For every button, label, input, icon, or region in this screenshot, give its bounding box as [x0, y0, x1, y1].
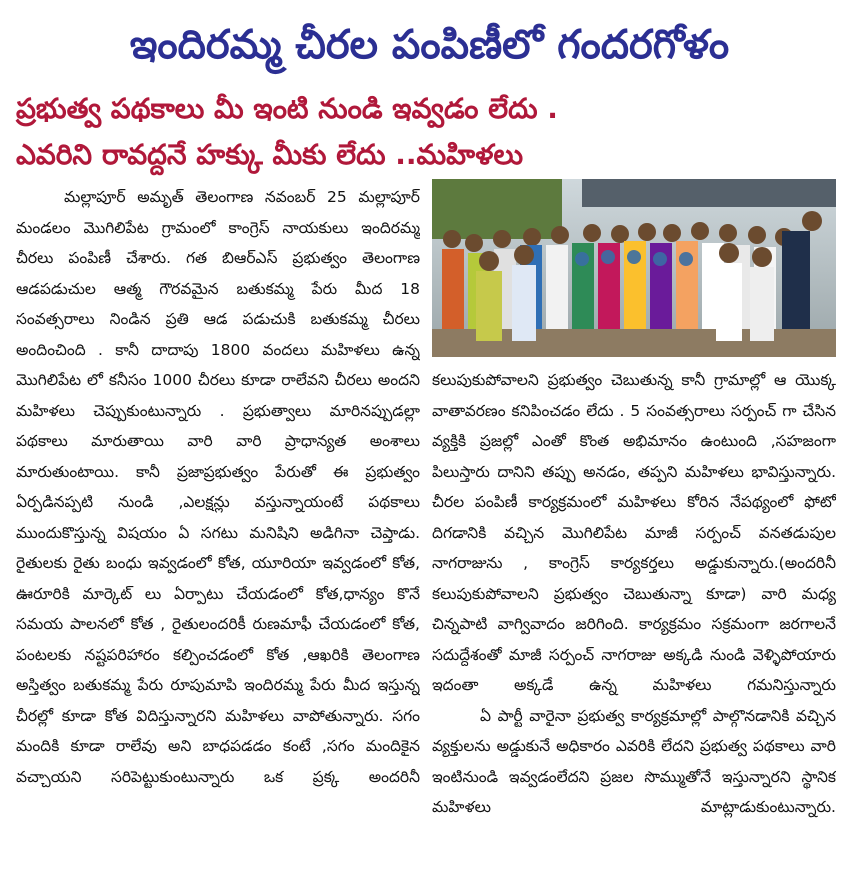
left-column-text: మల్లాపూర్ అమృత్ తెలంగాణ నవంబర్ 25 మల్లాపూర్ మండలం మొగిలిపేట గ్రామంలో కాంగ్రెస్ నాయకులు ఇందిరమ్మ చీరలు పంపిణీ చేశారు. గత బిఆర్ఎస్ ప్రభుత్వం తెలంగాణ ఆడపడుచుల ఆత్మ గౌరవమైన బతుకమ్మ పేరు మీద 18 సంవత్సరాలు నిండిన ప్రతి ఆడ పడుచుకి బతుకమ్మ చీరలు అందించింది . కానీ దాదాపు 1800 వందలు మహిళలు ఉన్న మొగిలిపేట లో కనీసం 1000 చీరలు కూడా రాలేవని చీరలు అందని మహిళలు చెప్పుకుంటున్నారు . ప్రభుత్వాలు మారినప్పుడల్లా పథకాలు మారుతాయి వారి వారి ప్రాధాన్యత అంశాలు మారుతుంటాయి. కానీ ప్రజాప్రభుత్వం పేరుతో ఈ ప్రభుత్వం ఏర్పడినప్పటి నుండి ,ఎలక్షన్లు వస్తున్నాయంటే పథకాలు ముందుకొస్తున్న విషయం ఏ సగటు మనిషిని అడిగినా చెప్తాడు. రైతులకు రైతు బంధు ఇవ్వడంలో కోత, యూరియా ఇవ్వడంలో కోత, ఊరూరికి మార్కెట్ లు ఏర్పాటు చేయడంలో కోత,ధాన్యం కొనే సమయ పాలనలో కోత , రైతులందరికీ రుణమాఫీ చేయడంలో కోత, పంటలకు నష్టపరిహారం కల్పించడంలో కోత ,ఆఖరికి తెలంగాణ అస్తిత్వం బతుకమ్మ పేరు రూపుమాపి ఇందిరమ్మ పేరు మీద ఇస్తున్న చీరల్లో కూడా కోత విదిస్తున్నారని మహిళలు వాపోతున్నారు. సగం మందికి కూడా రాలేవు అని బాధపడడం కంటే ,సగం మందికైన వచ్చాయని సరిపెట్టుకుంటున్నారు ఒక ప్రక్క అందరినీ: [16, 188, 420, 786]
headline: ఇందిరమ్మ చీరల పంపిణీలో గందరగోళం: [129, 22, 730, 68]
right-column-text-2: ఏ పార్టీ వారైనా ప్రభుత్వ కార్యక్రమాల్లో పాల్గొనడానికి వచ్చిన వ్యక్తులను అడ్డుకునే అధికారం ఎవరికి లేదని ప్రభుత్వ పథకాలు వారి ఇంటినుండి ఇవ్వడంలేదని ప్రజల సొమ్ముతోనే ఇస్తున్నారని స్థానిక మహిళలు మాట్లాడుకుంటున్నారు.: [432, 706, 836, 816]
news-photo: [432, 179, 836, 357]
subheading-1: ప్రభుత్వ పథకాలు మీ ఇంటి నుండి ఇవ్వడం లేదు .: [16, 92, 558, 125]
subheading-2: ఎవరిని రావద్దనే హక్కు మీకు లేదు ..మహిళలు: [16, 138, 524, 171]
article-right-column: [432, 365, 836, 885]
article-left-column: [16, 182, 420, 882]
right-column-text: కలుపుకుపోవాలని ప్రభుత్వం చెబుతున్న కానీ గ్రామాల్లో ఆ యొక్క వాతావరణం కనిపించడం లేదు . 5 సంవత్సరాలు సర్పంచ్ గా చేసిన వ్యక్తికి ప్రజల్లో ఎంతో కొంత అభిమానం ఉంటుంది ,సహజంగా పిలుస్తారు దానిని తప్పు అనడం, తప్పని మహిళలు భావిస్తున్నారు. చీరల పంపిణీ కార్యక్రమంలో మహిళలు కోరిన నేపథ్యంలో ఫోటో దిగడానికి వచ్చిన మొగిలిపేట మాజీ సర్పంచ్ వనతడుపుల నాగరాజును , కాంగ్రెస్ కార్యకర్తలు అడ్డుకున్నారు.(అందరినీ కలుపుకుపోవాలని ప్రభుత్వం చెబుతున్నా కూడా) వారి మధ్య చిన్నపాటి వాగ్వివాదం జరిగింది. కార్యక్రమం సక్రమంగా జరగాలనే సదుద్దేశంతో మాజీ సర్పంచ్ నాగరాజు అక్కడి నుండి వెళ్ళిపోయారు ఇదంతా అక్కడే ఉన్న మహిళలు గమనిస్తున్నారు: [432, 371, 836, 694]
